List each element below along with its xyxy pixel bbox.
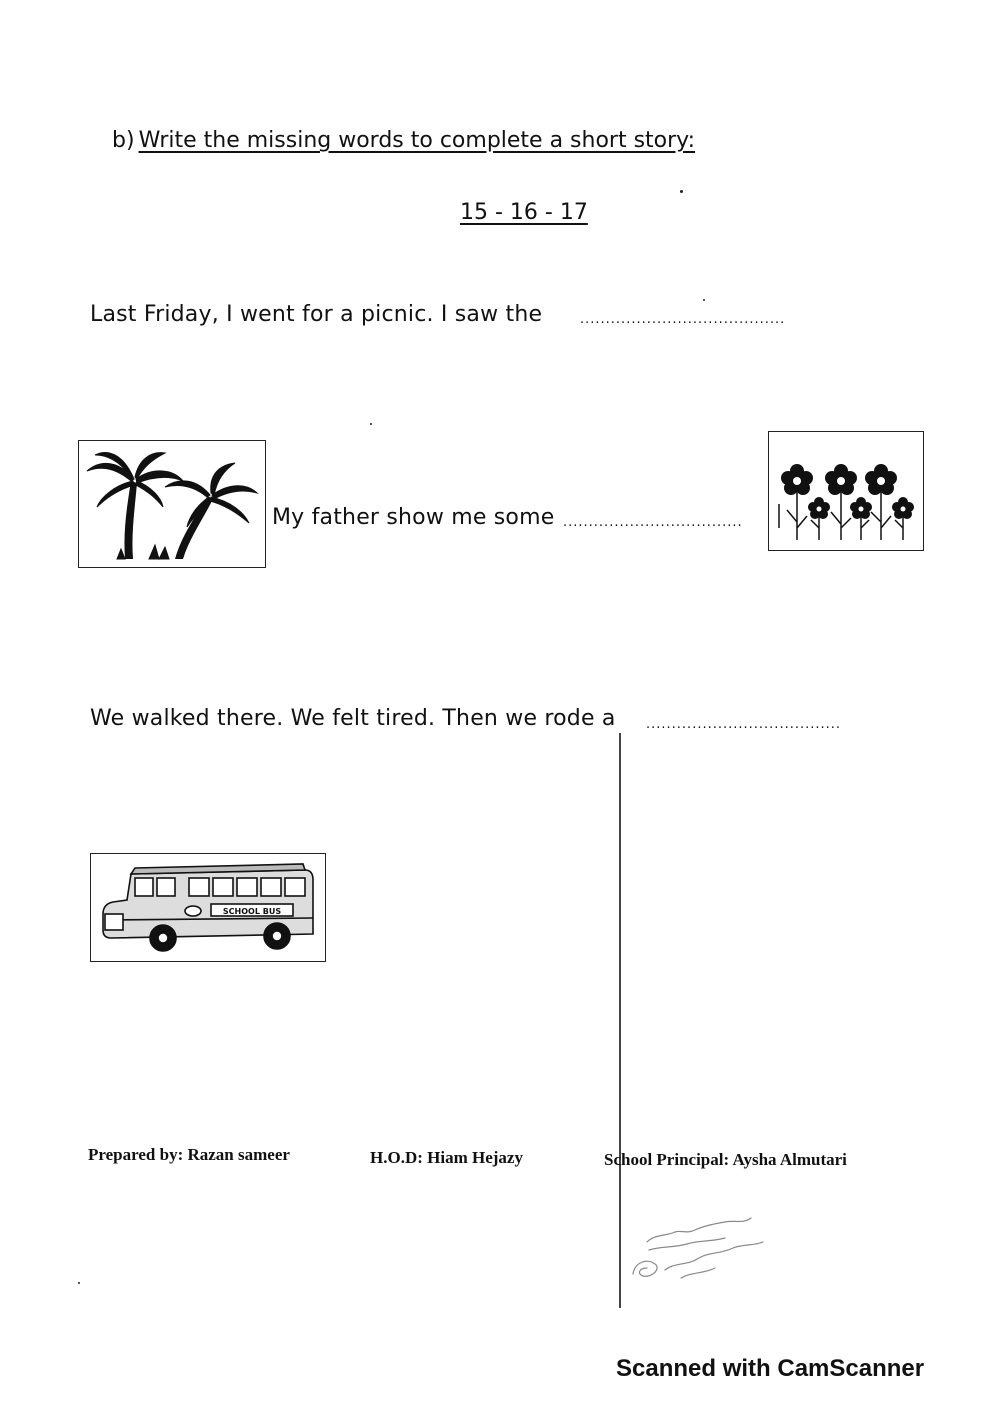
prepared-by: Prepared by: Razan sameer (88, 1145, 290, 1164)
blank-2[interactable]: ................................... (563, 515, 743, 530)
scan-speck (703, 299, 705, 301)
school-bus-icon (91, 854, 325, 961)
school-bus-picture (90, 853, 326, 962)
hod-name: H.O.D: Hiam Hejazy (370, 1148, 523, 1167)
blank-1[interactable]: ........................................ (580, 312, 786, 327)
question-heading (112, 128, 695, 153)
flowers-icon (769, 432, 923, 550)
bus-sign-text: SCHOOL BUS (222, 907, 282, 916)
question-instruction: Write the missing words to complete a short story: (138, 128, 696, 153)
scan-speck (680, 190, 683, 193)
story-line-2: My father show me some (272, 505, 555, 530)
flowers-picture (768, 431, 924, 551)
story-line-1: Last Friday, I went for a picnic. I saw the (90, 302, 543, 327)
scanner-watermark: Scanned with CamScanner (616, 1355, 925, 1382)
scan-speck (78, 1282, 80, 1284)
signature-stamp (625, 1212, 785, 1290)
scan-line (619, 733, 621, 1308)
question-numbers: 15 - 16 - 17 (460, 200, 588, 225)
question-label: b) (112, 128, 135, 153)
palm-trees-picture (78, 440, 266, 568)
blank-3[interactable]: ...................................... (646, 717, 842, 732)
principal-name: School Principal: Aysha Almutari (604, 1150, 847, 1169)
scan-speck (370, 423, 372, 425)
story-line-3: We walked there. We felt tired. Then we rode a (90, 706, 616, 731)
palm-trees-icon (79, 441, 265, 567)
